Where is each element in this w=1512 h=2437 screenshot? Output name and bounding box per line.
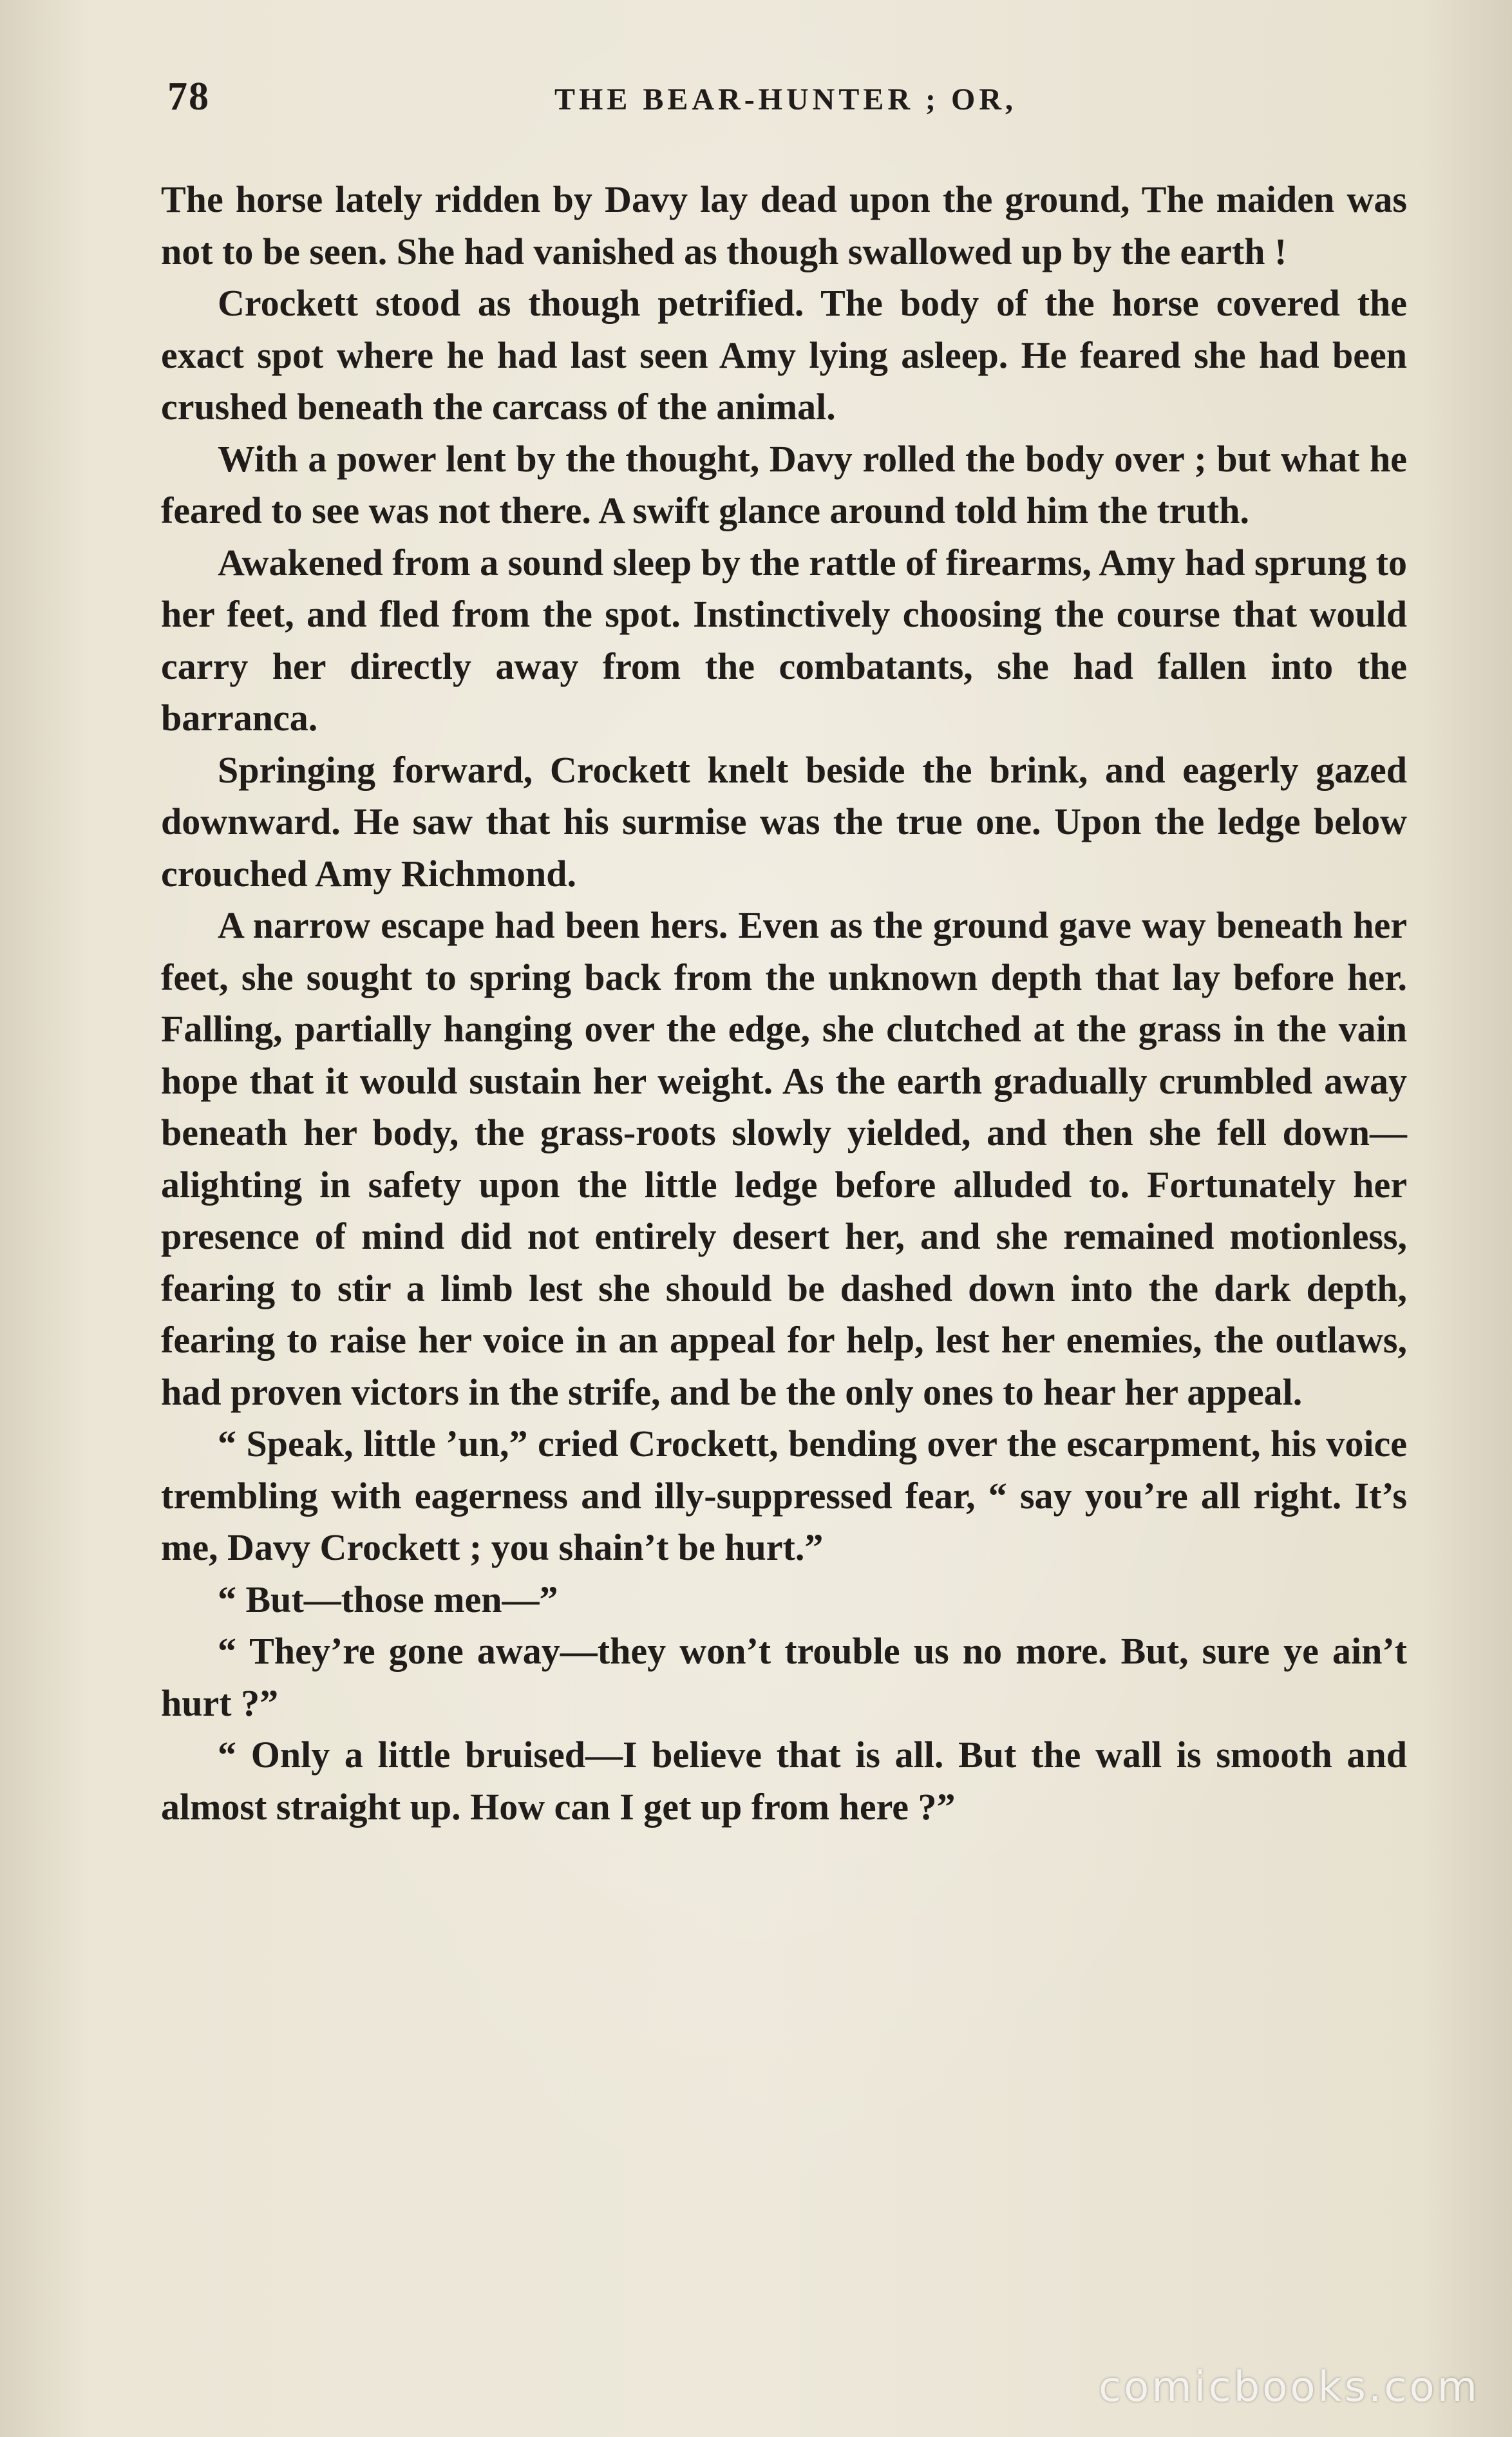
paragraph: With a power lent by the thought, Davy rolled the body over ; but what he feared to see was not there. A swift glance around told him the truth. — [161, 437, 1407, 531]
paragraph: “ Speak, little ’un,” cried Crockett, bending over the escarpment, his voice trembling with eagerness and illy-suppressed fear, “ say you’re all right. It’s me, Davy Crockett ; you shain’t be hurt.” — [161, 1423, 1407, 1568]
paragraph: Springing forward, Crockett knelt beside the brink, and eagerly gazed downward. He saw that his surmise was the true one. Upon the ledge below crouched Amy Richmond. — [161, 748, 1407, 895]
paragraph: “ But—those men—” — [218, 1578, 558, 1620]
paragraph: Crockett stood as though petrified. The body of the horse covered the exact spot where he had last seen Amy lying asleep. He feared she had been crushed beneath the carcass of the animal. — [161, 282, 1407, 428]
paragraph: Awakened from a sound sleep by the rattle of firearms, Amy had sprung to her feet, and fled from the spot. Instinctively choosing the course that would carry her directly away from the combatants, she had fallen into the barranca. — [161, 541, 1407, 739]
body-text — [161, 174, 1407, 1833]
page-header — [167, 74, 1404, 132]
paragraph: A narrow escape had been hers. Even as the ground gave way beneath her feet, she sought to spring back from the unknown depth that lay before her. Falling, partially hanging over the edge, she clutched at the grass in the vain hope that it would sustain her weight. As the earth gradually crumbled away beneath her body, the grass-roots slowly yielded, and then she fell down—alighting in safety upon the little ledge before alluded to. Fortunately her presence of mind did not entirely desert her, and she remained motionless, fearing to stir a limb lest she should be dashed down into the dark depth, fearing to raise her voice in an appeal for help, lest her enemies, the outlaws, had proven victors in the strife, and be the only ones to hear her appeal. — [161, 904, 1407, 1413]
page-number: 78 — [167, 75, 210, 119]
paragraph: “ They’re gone away—they won’t trouble us no more. But, sure ye ain’t hurt ?” — [161, 1630, 1407, 1724]
running-head: THE BEAR-HUNTER ; OR, — [554, 82, 1017, 117]
watermark: comicbooks.com — [1098, 2364, 1480, 2411]
paragraph: The horse lately ridden by Davy lay dead upon the ground, The maiden was not to be seen. She had vanished as though swallowed up by the earth ! — [161, 178, 1407, 272]
paragraph: “ Only a little bruised—I believe that is all. But the wall is smooth and almost straight up. How can I get up from here ?” — [161, 1734, 1407, 1828]
